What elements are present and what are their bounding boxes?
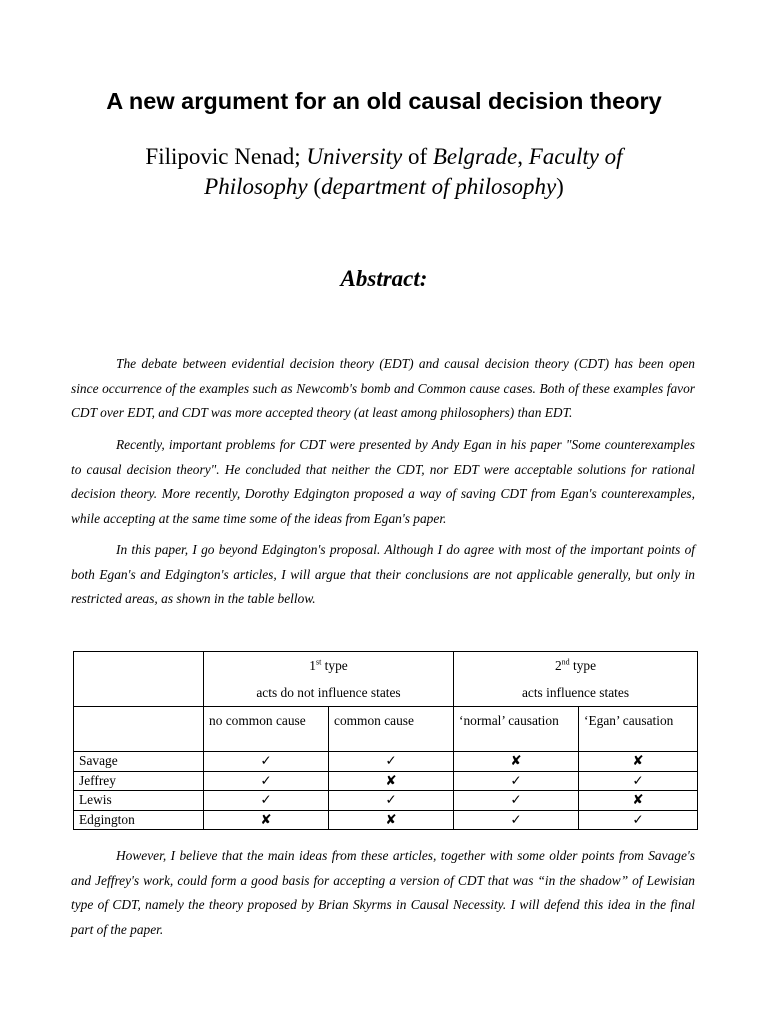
table-row: [74, 752, 698, 772]
row-mark: ✓: [454, 810, 579, 830]
affiliation-city: Belgrade: [432, 144, 518, 169]
abstract-paragraph-2: Recently, important problems for CDT were presented by Andy Egan in his paper "Some counterexamples to causal decision theory". He concluded that neither the CDT, nor EDT were acceptable solutions for rational decision theory. More recently, Dorothy Edgington proposed a way of saving CDT from Egan's counterexamples, while accepting at the same time some of the ideas from Egan's paper.: [71, 437, 695, 526]
type2-description: acts influence states: [521, 685, 630, 700]
row-mark: ✓: [329, 791, 454, 811]
paper-title: A new argument for an old causal decision theory: [106, 88, 662, 114]
paren-open: (: [313, 174, 322, 199]
subheader-egan-causation: ‘Egan’ causation: [579, 707, 698, 752]
affiliation-faculty-a: Faculty of: [528, 144, 623, 169]
affiliation-faculty-b: Philosophy: [204, 174, 308, 199]
row-mark: ✘: [204, 810, 329, 830]
row-label: Savage: [74, 752, 204, 772]
paren-close: ): [556, 174, 564, 199]
row-mark: ✓: [579, 810, 698, 830]
row-mark: ✓: [204, 791, 329, 811]
subheader-normal-causation: ‘normal’ causation: [454, 707, 579, 752]
row-mark: ✘: [329, 771, 454, 791]
abstract-paragraph-3: In this paper, I go beyond Edgington's proposal. Although I do agree with most of the important points of both Egan's and Edgington's articles, I will argue that their conclusions are not applicable generally, but only in restricted areas, as shown in the table bellow.: [71, 542, 695, 607]
type1-number: 1: [309, 658, 316, 673]
type1-description: acts do not influence states: [256, 685, 401, 700]
author-name: Filipovic Nenad;: [145, 144, 301, 169]
table-header-row: [74, 652, 698, 707]
theory-comparison-table: [73, 651, 698, 830]
row-mark: ✓: [204, 771, 329, 791]
affiliation-of: of: [407, 144, 428, 169]
row-mark: ✓: [579, 771, 698, 791]
type2-word: type: [569, 658, 597, 673]
row-mark: ✓: [454, 791, 579, 811]
affiliation-university: University: [306, 144, 403, 169]
row-mark: ✓: [454, 771, 579, 791]
type2-ordinal: nd: [561, 657, 570, 667]
row-label: Edgington: [74, 810, 204, 830]
table-corner-cell: [74, 652, 204, 707]
type2-number: 2: [554, 658, 562, 673]
type1-header: [204, 652, 454, 707]
type1-ordinal: st: [315, 657, 322, 667]
row-mark: ✘: [329, 810, 454, 830]
abstract-paragraph-1: The debate between evidential decision theory (EDT) and causal decision theory (CDT) has been open since occurrence of the examples such as Newcomb's bomb and Common cause cases. Both of these examples favor CDT over EDT, and CDT was more accepted theory (at least among philosophers) than EDT.: [71, 356, 695, 421]
row-mark: ✓: [329, 752, 454, 772]
affiliation-department: department of philosophy: [321, 174, 557, 199]
subheader-common-cause: common cause: [329, 707, 454, 752]
table-row: [74, 810, 698, 830]
table-row: [74, 791, 698, 811]
type2-header: [454, 652, 698, 707]
abstract-heading: Abstract:: [340, 266, 428, 291]
row-label: Lewis: [74, 791, 204, 811]
subheader-no-common-cause: no common cause: [204, 707, 329, 752]
type1-word: type: [321, 658, 348, 673]
row-mark: ✓: [204, 752, 329, 772]
affiliation-comma: ,: [517, 144, 523, 169]
table-row: [74, 771, 698, 791]
row-mark: ✘: [454, 752, 579, 772]
row-mark: ✘: [579, 752, 698, 772]
abstract-paragraph-4: However, I believe that the main ideas from these articles, together with some older points from Savage's and Jeffrey's work, could form a good basis for accepting a version of CDT that was “in the shadow” of Lewisian type of CDT, namely the theory proposed by Brian Skyrms in Causal Necessity. I will defend this idea in the final part of the paper.: [71, 848, 695, 937]
table-subheader-row: [74, 707, 698, 752]
row-mark: ✘: [579, 791, 698, 811]
row-label: Jeffrey: [74, 771, 204, 791]
table-subheader-empty: [74, 707, 204, 752]
author-affiliation: [60, 142, 708, 202]
